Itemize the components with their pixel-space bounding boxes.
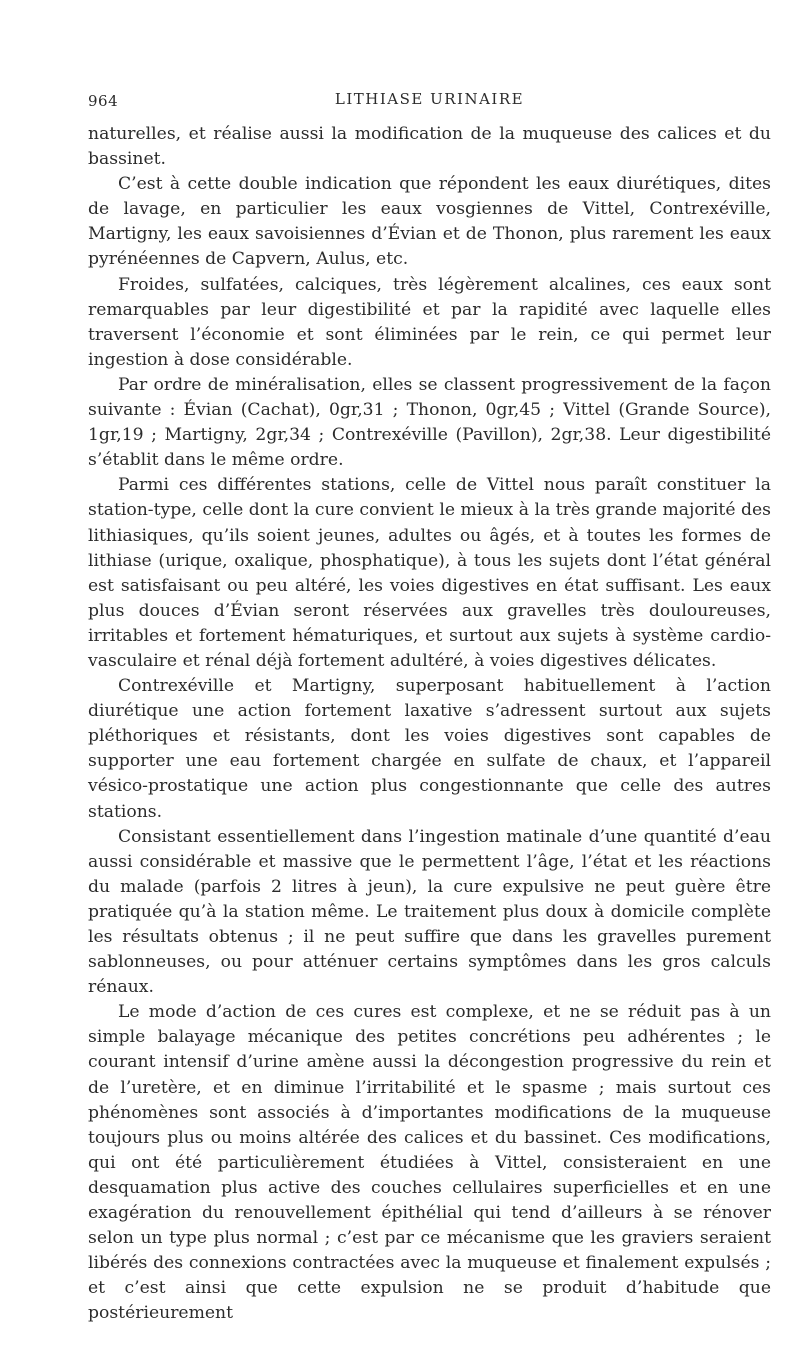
paragraph-contrexeville: Contrexéville et Martigny, superposant habituellement à l’action diurétique une action fortement laxative s’adressent surtout aux sujets pléthoriques et résistants, dont les voies digestives sont capables de supporter une eau fortement chargée en sulfate de chaux, et l’appareil vésico-prostatique une action plus congestionnante que celle des autres stations. — [88, 676, 771, 822]
paragraph-mode-action: Le mode d’action de ces cures est complexe, et ne se réduit pas à un simple balayage mécanique des petites concrétions peu adhérentes ; le courant intensif d’urine amène aussi la décongestion progressive du rein et de l’uretère, et en diminue l’irritabilité et le spasme ; mais surtout ces phénomènes sont associés à d’importantes modifications de la muqueuse toujours plus ou moins altérée des calices et du bassinet. Ces modifications, qui ont été particulièrement étudiées à Vittel, consisteraient en une desquamation plus active des couches cellulaires superficielles et en une exagération du renouvellement épithélial qui tend d’ailleurs à se rénover selon un type plus normal ; c’est par ce mécanisme que les graviers seraient libérés des connexions contractées avec la muqueuse et finalement expulsés ; et c’est ainsi que cette expulsion ne se produit d’habitude que postérieurement — [88, 1002, 771, 1324]
paragraph-properties: Froides, sulfatées, calciques, très légèrement alcalines, ces eaux sont remarquables par leur digestibilité et par la rapidité avec laquelle elles traversent l’économie et sont éliminées par le rein, ce qui permet leur ingestion à dose considérable. — [88, 274, 771, 370]
paragraph-diuretic-waters: C’est à cette double indication que répondent les eaux diurétiques, dites de lavage, en particulier les eaux vosgiennes de Vittel, Contrexéville, Martigny, les eaux savoisiennes d’Évian et de Thonon, plus rarement les eaux pyrénéennes de Capvern, Aulus, etc. — [88, 174, 771, 270]
running-title: LITHIASE URINAIRE — [334, 90, 525, 108]
body-text — [88, 122, 771, 1327]
paragraph-cure: Consistant essentiellement dans l’ingestion matinale d’une quantité d’eau aussi considérable et massive que le permettent l’âge, l’état et les réactions du malade (parfois 2 litres à jeun), la cure expulsive ne peut guère être pratiquée qu’à la station même. Le traitement plus doux à domicile complète les résultats obtenus ; il ne peut suffire que dans les gravelles purement sablonneuses, ou pour atténuer certains symptômes dans les gros calculs rénaux. — [88, 826, 771, 998]
paragraph-stations: Parmi ces différentes stations, celle de Vittel nous paraît constituer la station-type, celle dont la cure convient le mieux à la très grande majorité des lithiasiques, qu’ils soient jeunes, adultes ou âgés, et à toutes les formes de lithiase (urique, oxalique, phosphatique), à tous les sujets dont l’état général est satisfaisant ou peu altéré, les voies digestives en état suffisant. Les eaux plus douces d’Évian seront réservées aux gravelles très douloureuses, irritables et fortement hématuriques, et surtout aux sujets à système cardio-vasculaire et rénal déjà fortement adultéré, à voies digestives délicates. — [88, 475, 771, 671]
running-header — [88, 88, 771, 114]
paragraph-mineralisation: Par ordre de minéralisation, elles se classent progressivement de la façon suivante : Évian (Cachat), 0gr,31 ; Thonon, 0gr,45 ; Vittel (Grande Source), 1gr,19 ; Martigny, 2gr,34 ; Contrexéville (Pavillon), 2gr,38. Leur digestibilité s’établit dans le même ordre. — [88, 374, 771, 471]
page-number: 964 — [88, 92, 119, 110]
paragraph-continuation: naturelles, et réalise aussi la modification de la muqueuse des calices et du bassinet. — [88, 124, 771, 170]
